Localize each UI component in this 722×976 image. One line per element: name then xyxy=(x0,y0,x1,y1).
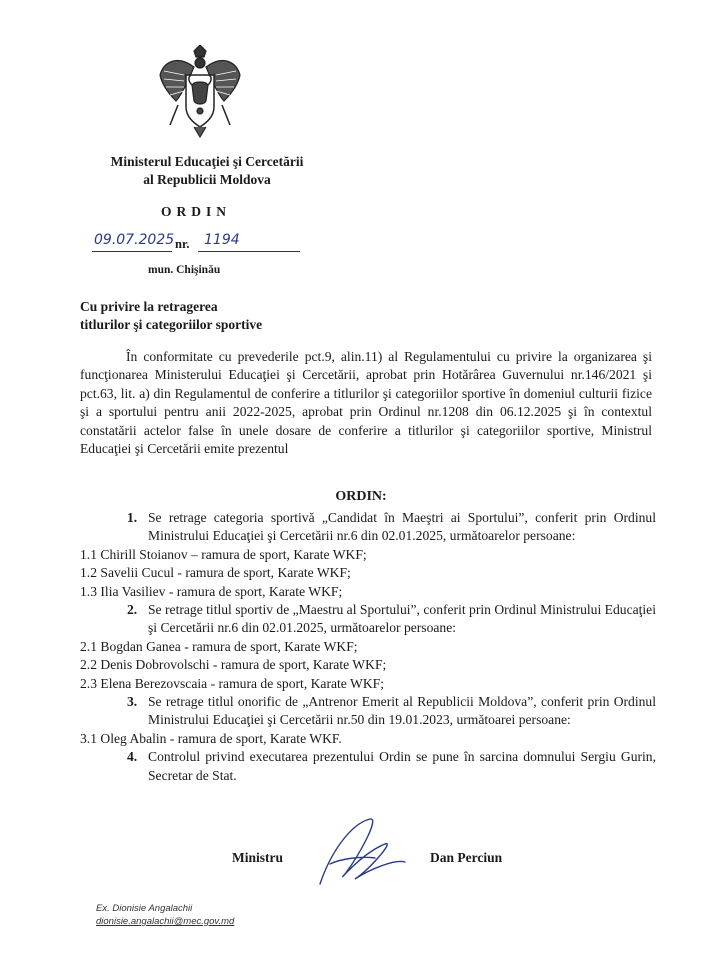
executor-name: Ex. Dionisie Angalachii xyxy=(96,903,193,914)
handwritten-signature xyxy=(300,814,410,894)
sub-item: 3.1 Oleg Abalin - ramura de sport, Karate WKF. xyxy=(80,730,342,746)
order-item xyxy=(80,509,656,546)
registration-line xyxy=(92,232,300,254)
item-text: Se retrage categoria sportivă „Candidat în Maeştri ai Sportului”, conferit prin Ordinul Ministrului Educaţiei şi Cercetării nr.6 din 02.01.2025, următoarelor persoane: xyxy=(148,510,656,544)
executor-email: dionisie.angalachii@mec.gov.md xyxy=(96,916,235,927)
handwritten-number: 1194 xyxy=(204,232,240,248)
sub-item: 2.3 Elena Berezovscaia - ramura de sport, Karate WKF; xyxy=(80,675,384,691)
subject-line2: titlurilor şi categoriilor sportive xyxy=(80,317,263,332)
document-subject xyxy=(80,298,340,334)
sub-item: 1.1 Chirill Stoianov – ramura de sport, Karate WKF; xyxy=(80,546,367,562)
city: mun. Chişinău xyxy=(148,264,221,276)
date-underline xyxy=(92,251,172,252)
handwritten-date: 09.07.2025 xyxy=(94,232,175,248)
item-number: 4. xyxy=(127,749,138,765)
item-text: Se retrage titlul sportiv de „Maestru al Sportului”, conferit prin Ordinul Ministrului Educaţiei şi Cercetării nr.6 din 02.01.2025, următoarelor persoane: xyxy=(148,602,656,636)
item-text: Controlul privind executarea prezentului Ordin se pune în sarcina domnului Sergiu Gurin, Secretar de Stat. xyxy=(148,749,656,783)
sub-item: 1.3 Ilia Vasiliev - ramura de sport, Karate WKF; xyxy=(80,583,343,599)
number-label: nr. xyxy=(175,237,190,251)
intro-paragraph: În conformitate cu prevederile pct.9, alin.11) al Regulamentului cu privire la organizarea şi funcţionarea Ministerului Educaţiei şi Cercetării, aprobat prin Hotărârea Guvernului nr.146/2021 şi pct.63, lit. a) din Regulamentul de conferire a titlurilor şi categoriilor sportive în domeniul culturii fizice şi a sportului pentru anii 2022-2025, aprobat prin Ordinul nr.1208 din 06.12.2025 şi în contextul constatării actelor false în unele dosare de conferire a titlurilor şi categoriilor sportive, Ministrul Educaţiei şi Cercetării emite prezentul xyxy=(80,349,652,457)
sub-item: 1.2 Savelii Cucul - ramura de sport, Karate WKF; xyxy=(80,565,351,581)
sub-item: 2.1 Bogdan Ganea - ramura de sport, Karate WKF; xyxy=(80,638,358,654)
ministry-name-line2: al Republicii Moldova xyxy=(143,172,271,187)
order-item xyxy=(80,693,656,730)
order-item xyxy=(80,748,656,785)
ministry-header xyxy=(92,153,322,189)
subject-line1: Cu privire la retragerea xyxy=(80,299,218,314)
order-item xyxy=(80,601,656,638)
ministry-name-line1: Ministerul Educaţiei şi Cercetării xyxy=(110,154,304,169)
item-number: 3. xyxy=(127,694,138,710)
ordin-heading: ORDIN: xyxy=(335,489,387,504)
document-type: ORDIN xyxy=(161,204,232,219)
item-number: 1. xyxy=(127,510,138,525)
coat-of-arms-emblem xyxy=(158,45,242,139)
signer-name: Dan Perciun xyxy=(430,850,503,865)
executor-info xyxy=(96,902,234,928)
number-underline xyxy=(198,251,300,252)
sub-item: 2.2 Denis Dobrovolschi - ramura de sport, Karate WKF; xyxy=(80,657,387,673)
order-items xyxy=(80,509,656,785)
item-number: 2. xyxy=(127,602,138,618)
item-text: Se retrage titlul onorific de „Antrenor Emerit al Republicii Moldova”, conferit prin Ordinul Ministrului Educaţiei şi Cercetării nr.50 din 19.01.2023, următoarei persoane: xyxy=(148,694,656,728)
signature-block xyxy=(0,842,722,902)
signer-title: Ministru xyxy=(232,850,284,865)
